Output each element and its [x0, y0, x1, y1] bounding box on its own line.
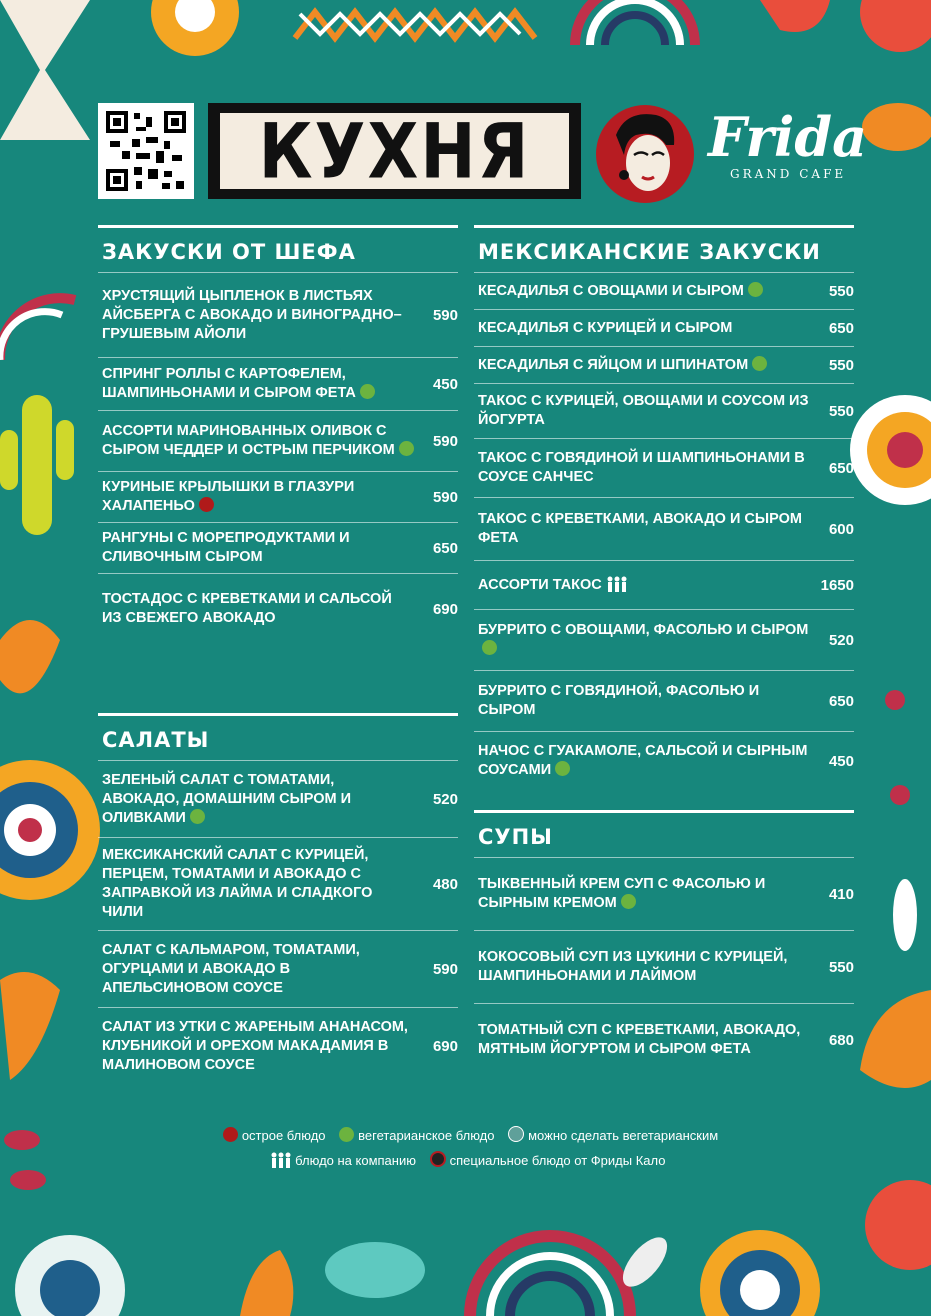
item-list — [98, 272, 458, 644]
menu-item-name — [474, 319, 810, 338]
menu-item-price: 650 — [432, 539, 458, 557]
menu-item — [474, 497, 854, 560]
menu-item — [474, 857, 854, 930]
menu-item — [474, 609, 854, 670]
menu-item — [474, 560, 854, 609]
section-title: МЕКСИКАНСКИЕ ЗАКУСКИ — [474, 225, 854, 272]
menu-item-name-text: САЛАТ ИЗ УТКИ С ЖАРЕНЫМ АНАНАСОМ, КЛУБНИКОЙ И ОРЕХОМ МАКАДАМИЯ В МАЛИНОВОМ СОУСЕ — [102, 1018, 408, 1073]
frida-face-icon — [596, 105, 694, 203]
menu-item — [474, 731, 854, 790]
menu-item-name-text: КЕСАДИЛЬЯ С ОВОЩАМИ И СЫРОМ — [478, 282, 744, 299]
menu-item-name — [474, 510, 810, 548]
menu-item-price: 1650 — [820, 576, 854, 594]
legend-veg: вегетарианское блюдо — [358, 1128, 495, 1143]
section-mexican-starters — [474, 225, 854, 790]
menu-item-price: 590 — [432, 432, 458, 450]
menu-item-price: 590 — [432, 960, 458, 978]
menu-item-name-text: КЕСАДИЛЬЯ С КУРИЦЕЙ И СЫРОМ — [478, 319, 733, 336]
group-dish-icon — [270, 1152, 292, 1168]
menu-item-name-text: СПРИНГ РОЛЛЫ С КАРТОФЕЛЕМ, ШАМПИНЬОНАМИ И СЫРОМ ФЕТА — [102, 366, 356, 401]
menu-item-price: 450 — [432, 375, 458, 393]
menu-item-name — [474, 282, 810, 301]
menu-item — [474, 670, 854, 731]
menu-item-name — [474, 875, 810, 913]
menu-item — [474, 309, 854, 346]
menu-item-price: 590 — [432, 306, 458, 324]
menu-item-name — [98, 1018, 414, 1075]
menu-item-name — [474, 682, 810, 720]
menu-item-name — [98, 771, 414, 828]
menu-item — [474, 272, 854, 309]
section-title: ЗАКУСКИ ОТ ШЕФА — [98, 225, 458, 272]
vegetarian-icon — [190, 809, 205, 824]
menu-item-name-text: НАЧОС С ГУАКАМОЛЕ, САЛЬСОЙ И СЫРНЫМ СОУСАМИ — [478, 743, 808, 778]
section-salads — [98, 713, 458, 1084]
menu-item-name — [474, 449, 810, 487]
section-chef-starters — [98, 225, 458, 644]
menu-item-name — [98, 846, 414, 922]
menu-item-price: 690 — [432, 1037, 458, 1055]
menu-item-price: 650 — [828, 319, 854, 337]
menu-item-price: 550 — [828, 282, 854, 300]
menu-item-name-text: БУРРИТО С ОВОЩАМИ, ФАСОЛЬЮ И СЫРОМ — [478, 622, 809, 638]
vegetarian-icon — [399, 441, 414, 456]
menu-item-name — [98, 478, 414, 516]
menu-item-name-text: РАНГУНЫ С МОРЕПРОДУКТАМИ И СЛИВОЧНЫМ СЫРОМ — [102, 530, 350, 565]
menu-item-name — [98, 365, 414, 403]
menu-item-price: 650 — [828, 459, 854, 477]
menu-item-name-text: ТЫКВЕННЫЙ КРЕМ СУП С ФАСОЛЬЮ И СЫРНЫМ КРЕМОМ — [478, 876, 766, 911]
spicy-icon — [223, 1127, 238, 1142]
menu-item — [474, 930, 854, 1003]
menu-item-name-text: КУРИНЫЕ КРЫЛЫШКИ В ГЛАЗУРИ ХАЛАПЕНЬО — [102, 479, 355, 514]
menu-item-name — [474, 948, 810, 986]
menu-item-name-text: ТАКОС С КРЕВЕТКАМИ, АВОКАДО И СЫРОМ ФЕТА — [478, 511, 802, 546]
section-title: СУПЫ — [474, 810, 854, 857]
legend-group: блюдо на компанию — [295, 1153, 416, 1168]
menu-item-price: 480 — [432, 875, 458, 893]
qr-code-icon — [106, 111, 186, 191]
menu-item — [474, 346, 854, 383]
menu-item-price: 650 — [828, 692, 854, 710]
item-list — [474, 272, 854, 790]
menu-item-name-text: ТАКОС С ГОВЯДИНОЙ И ШАМПИНЬОНАМИ В СОУСЕ САНЧЕС — [478, 450, 805, 485]
menu-item-name-text: АССОРТИ ТАКОС — [478, 576, 602, 593]
brand-logo — [708, 107, 867, 181]
menu-item-name-text: АССОРТИ МАРИНОВАННЫХ ОЛИВОК С СЫРОМ ЧЕДДЕР И ОСТРЫМ ПЕРЧИКОМ — [102, 423, 395, 458]
menu-item — [474, 438, 854, 497]
vegetarian-option-icon — [508, 1126, 524, 1142]
menu-item-price: 520 — [828, 631, 854, 649]
menu-item — [98, 410, 458, 471]
item-list — [474, 857, 854, 1076]
menu-item-price: 550 — [828, 958, 854, 976]
menu-item-name — [474, 621, 810, 659]
frida-special-icon — [430, 1151, 446, 1167]
menu-item-name — [474, 1021, 810, 1059]
menu-item-price: 520 — [432, 790, 458, 808]
vegetarian-icon — [752, 356, 767, 371]
menu-item-name — [474, 576, 810, 595]
frida-portrait-logo — [596, 105, 694, 203]
title-box — [208, 103, 581, 199]
vegetarian-icon — [339, 1127, 354, 1142]
menu-item-name-text: ТОМАТНЫЙ СУП С КРЕВЕТКАМИ, АВОКАДО, МЯТНЫМ ЙОГУРТОМ И СЫРОМ ФЕТА — [478, 1022, 801, 1057]
legend-vegopt: можно сделать вегетарианским — [528, 1128, 719, 1143]
brand-name: Frida — [708, 105, 868, 169]
menu-item-name — [98, 590, 414, 628]
page-title: КУХНЯ — [258, 106, 531, 196]
menu-item — [98, 760, 458, 837]
menu-item-name — [474, 356, 810, 375]
menu-item — [98, 930, 458, 1007]
legend-spicy: острое блюдо — [241, 1128, 326, 1143]
menu-item-name-text: МЕКСИКАНСКИЙ САЛАТ С КУРИЦЕЙ, ПЕРЦЕМ, ТОМАТАМИ И АВОКАДО С ЗАПРАВКОЙ ИЗ ЛАЙМА И СЛАДКОГО ЧИЛИ — [102, 847, 373, 920]
menu-item-name — [98, 529, 414, 567]
vegetarian-icon — [360, 384, 375, 399]
menu-item-price: 690 — [432, 600, 458, 618]
menu-item-price: 550 — [828, 402, 854, 420]
menu-item-name — [98, 941, 414, 998]
menu-item — [474, 1003, 854, 1076]
menu-item-name-text: КОКОСОВЫЙ СУП ИЗ ЦУКИНИ С КУРИЦЕЙ, ШАМПИНЬОНАМИ И ЛАЙМОМ — [478, 949, 788, 984]
vegetarian-icon — [482, 640, 497, 655]
qr-code[interactable] — [98, 103, 194, 199]
menu-item — [98, 573, 458, 644]
menu-item-name-text: ХРУСТЯЩИЙ ЦЫПЛЕНОК В ЛИСТЬЯХ АЙСБЕРГА С АВОКАДО И ВИНОГРАДНО–ГРУШЕВЫМ АЙОЛИ — [102, 287, 402, 342]
item-list — [98, 760, 458, 1084]
vegetarian-icon — [555, 761, 570, 776]
menu-item-name — [474, 392, 810, 430]
menu-item — [98, 522, 458, 573]
menu-item-price: 550 — [828, 356, 854, 374]
menu-item-price: 410 — [828, 885, 854, 903]
vegetarian-icon — [621, 894, 636, 909]
menu-item-name-text: САЛАТ С КАЛЬМАРОМ, ТОМАТАМИ, ОГУРЦАМИ И АВОКАДО В АПЕЛЬСИНОВОМ СОУСЕ — [102, 941, 360, 996]
legend-row-2 — [0, 1151, 931, 1168]
menu-item-name-text: ТАКОС С КУРИЦЕЙ, ОВОЩАМИ И СОУСОМ ИЗ ЙОГУРТА — [478, 393, 809, 428]
menu-item — [474, 383, 854, 438]
menu-item-price: 590 — [432, 488, 458, 506]
vegetarian-icon — [748, 282, 763, 297]
menu-item-name — [98, 287, 414, 344]
menu-item — [98, 471, 458, 522]
menu-item — [98, 272, 458, 357]
menu-item-name-text: ТОСТАДОС С КРЕВЕТКАМИ И САЛЬСОЙ ИЗ СВЕЖЕГО АВОКАДО — [102, 591, 392, 626]
menu-item — [98, 357, 458, 410]
legend-row-1 — [0, 1126, 931, 1143]
header — [98, 103, 868, 201]
section-title: САЛАТЫ — [98, 713, 458, 760]
menu-item-price: 600 — [828, 520, 854, 538]
menu-item-price: 450 — [828, 752, 854, 770]
brand-subtitle: GRAND CAFE — [730, 167, 847, 181]
menu-item-name-text: КЕСАДИЛЬЯ С ЯЙЦОМ И ШПИНАТОМ — [478, 356, 749, 373]
spicy-icon — [199, 497, 214, 512]
menu-item-name — [474, 742, 810, 780]
menu-item — [98, 837, 458, 930]
menu-item-name-text: ЗЕЛЕНЫЙ САЛАТ С ТОМАТАМИ, АВОКАДО, ДОМАШНИМ СЫРОМ И ОЛИВКАМИ — [102, 771, 352, 826]
menu-item-name — [98, 422, 414, 460]
menu-item-price: 680 — [828, 1031, 854, 1049]
group-dish-icon — [606, 576, 628, 592]
menu-item — [98, 1007, 458, 1084]
section-soups — [474, 810, 854, 1076]
menu-item-name-text: БУРРИТО С ГОВЯДИНОЙ, ФАСОЛЬЮ И СЫРОМ — [478, 683, 760, 718]
legend-frida: специальное блюдо от Фриды Кало — [449, 1153, 666, 1168]
